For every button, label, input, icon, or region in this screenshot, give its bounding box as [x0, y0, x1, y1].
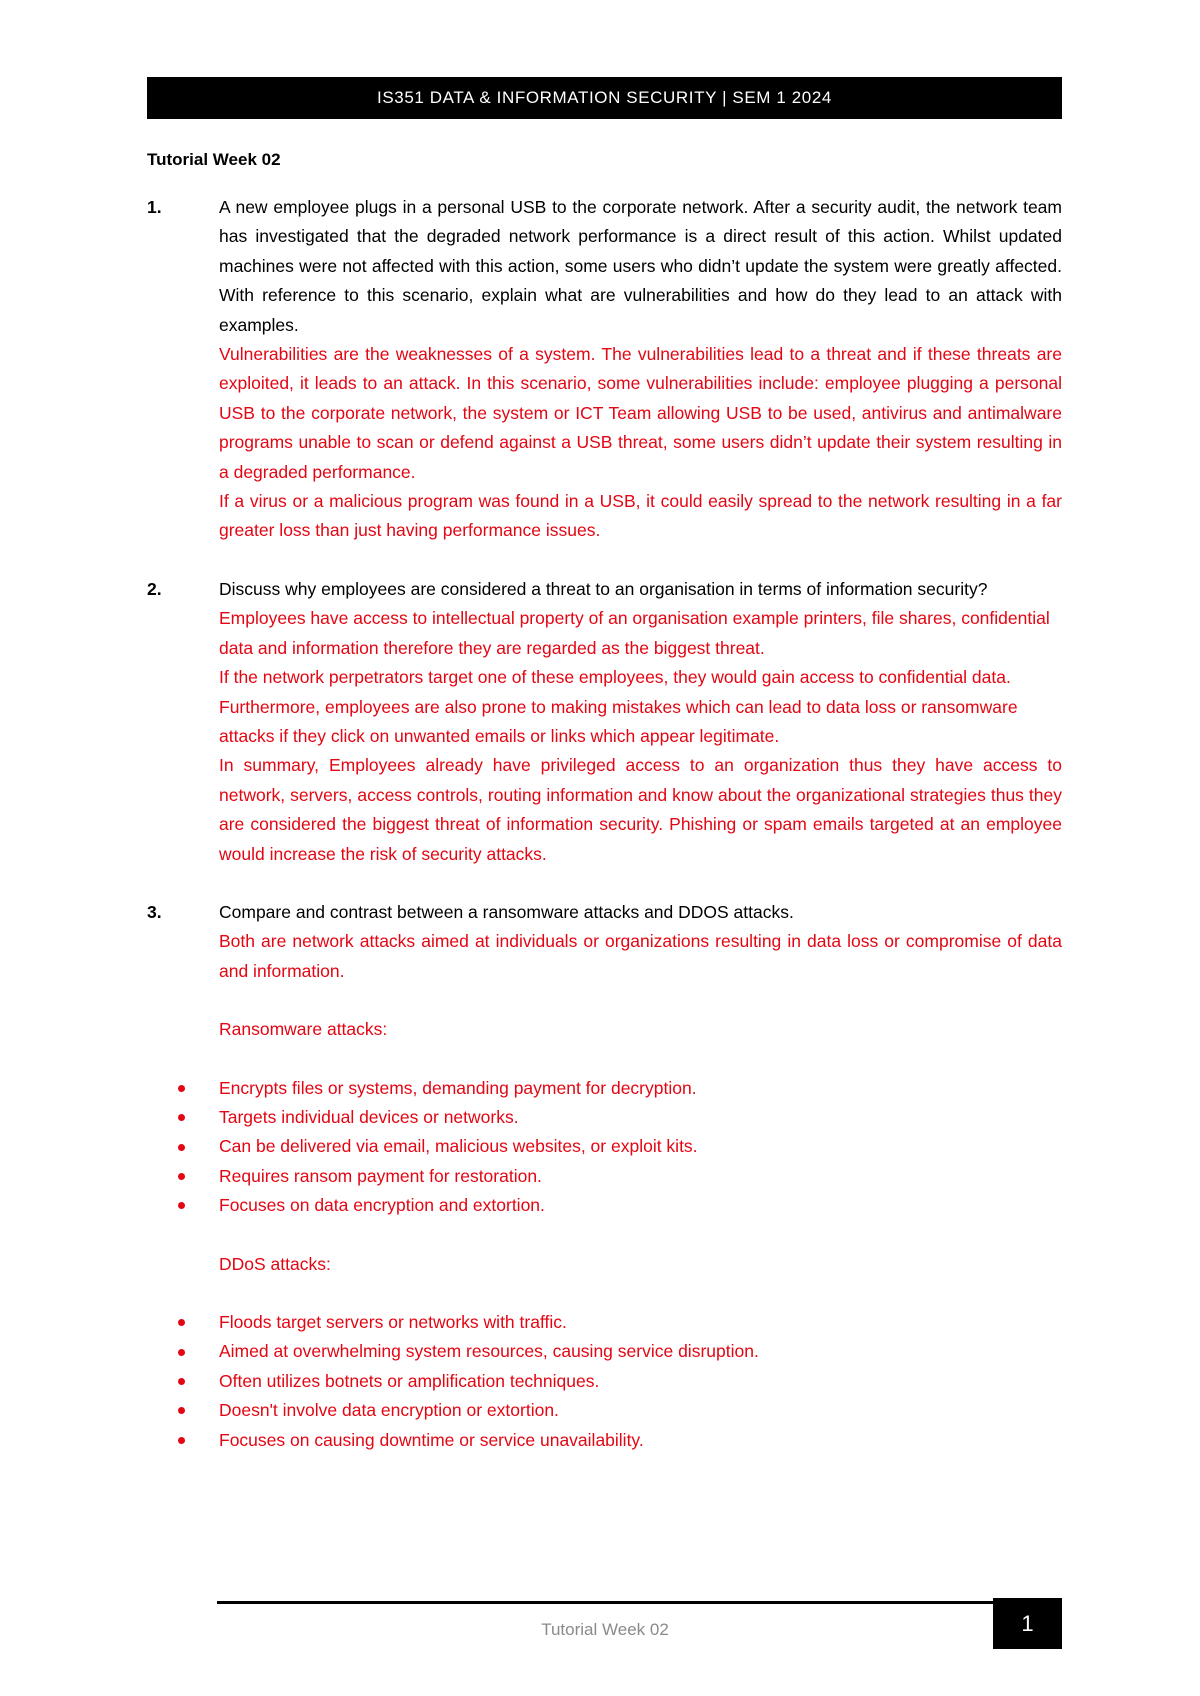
- page-number-text: 1: [1021, 1610, 1034, 1636]
- answer-paragraph: If the network perpetrators target one of these employees, they would gain access to confidential data.: [219, 667, 1011, 688]
- list-item: Aimed at overwhelming system resources, causing service disruption.: [147, 1337, 1062, 1366]
- question-text: Compare and contrast between a ransomware attacks and DDOS attacks.: [219, 901, 794, 922]
- question-text: A new employee plugs in a personal USB to the corporate network. After a security audit, the network team has investigated that the degraded network performance is a direct result of this action. Whilst updated machines were not affected with this action, some users who didn’t update the system were greatly affected. With reference to this scenario, explain what are vulnerabilities and how do they lead to an attack with examples.: [219, 197, 1062, 335]
- answer-paragraph: In summary, Employees already have privileged access to an organization thus they have access to network, servers, access controls, routing information and know about the organizational strategies thus they are considered the biggest threat of information security. Phishing or spam emails targeted at an employee would increase the risk of security attacks.: [219, 755, 1062, 864]
- answer-paragraph: Both are network attacks aimed at individuals or organizations resulting in data loss or compromise of data and information.: [219, 931, 1062, 981]
- answer-paragraph: Employees have access to intellectual property of an organisation example printers, file shares, confidential data and information therefore they are regarded as the biggest threat.: [219, 608, 1050, 658]
- bullet-icon: [147, 1132, 219, 1161]
- question-3: [147, 898, 1062, 1074]
- list-item: Can be delivered via email, malicious websites, or exploit kits.: [147, 1132, 1062, 1161]
- list-item: Floods target servers or networks with traffic.: [147, 1308, 1062, 1337]
- bullet-icon: [147, 1308, 219, 1337]
- bullet-icon: [147, 1103, 219, 1132]
- footer-label: Tutorial Week 02: [541, 1620, 669, 1639]
- document-title: Tutorial Week 02: [147, 150, 281, 169]
- bullet-icon: [147, 1162, 219, 1191]
- list-item: Focuses on data encryption and extortion.: [147, 1191, 1062, 1220]
- bullet-icon: [147, 1191, 219, 1220]
- list-item: Doesn't involve data encryption or extortion.: [147, 1396, 1062, 1425]
- page-number: [993, 1598, 1062, 1649]
- answer-paragraph: Vulnerabilities are the weaknesses of a system. The vulnerabilities lead to a threat and if these threats are exploited, it leads to an attack. In this scenario, some vulnerabilities include: employee plugging a personal USB to the corporate network, the system or ICT Team allowing USB to be used, antivirus and antimalware programs unable to scan or defend against a USB threat, some users didn’t update their system resulting in a degraded performance.: [219, 344, 1062, 482]
- list-item: Requires ransom payment for restoration.: [147, 1162, 1062, 1191]
- bullet-icon: [147, 1074, 219, 1103]
- question-number: 2.: [147, 578, 162, 599]
- document-body: [147, 193, 1062, 1455]
- question-number: 3.: [147, 901, 162, 922]
- ddos-list: [147, 1308, 1062, 1455]
- answer-paragraph: Furthermore, employees are also prone to making mistakes which can lead to data loss or ransomware attacks if they click on unwanted emails or links which appear legitimate.: [219, 696, 1018, 746]
- header-bar: [147, 77, 1062, 119]
- bullet-icon: [147, 1367, 219, 1396]
- question-1: [147, 193, 1062, 546]
- ransomware-heading: Ransomware attacks:: [219, 1019, 388, 1040]
- bullet-icon: [147, 1396, 219, 1425]
- list-item: Focuses on causing downtime or service unavailability.: [147, 1426, 1062, 1455]
- bullet-icon: [147, 1337, 219, 1366]
- list-item: Targets individual devices or networks.: [147, 1103, 1062, 1132]
- question-number: 1.: [147, 197, 162, 217]
- ransomware-list: [147, 1074, 1062, 1221]
- ddos-heading: DDoS attacks:: [219, 1253, 331, 1274]
- answer-paragraph: If a virus or a malicious program was found in a USB, it could easily spread to the network resulting in a far greater loss than just having performance issues.: [219, 491, 1062, 541]
- question-text: Discuss why employees are considered a threat to an organisation in terms of information security?: [219, 578, 988, 599]
- question-2: [147, 575, 1062, 869]
- list-item: Encrypts files or systems, demanding payment for decryption.: [147, 1074, 1062, 1103]
- bullet-icon: [147, 1426, 219, 1455]
- header-title: IS351 DATA & INFORMATION SECURITY | SEM 1 2024: [377, 88, 832, 107]
- footer-divider: [217, 1601, 993, 1604]
- list-item: Often utilizes botnets or amplification techniques.: [147, 1367, 1062, 1396]
